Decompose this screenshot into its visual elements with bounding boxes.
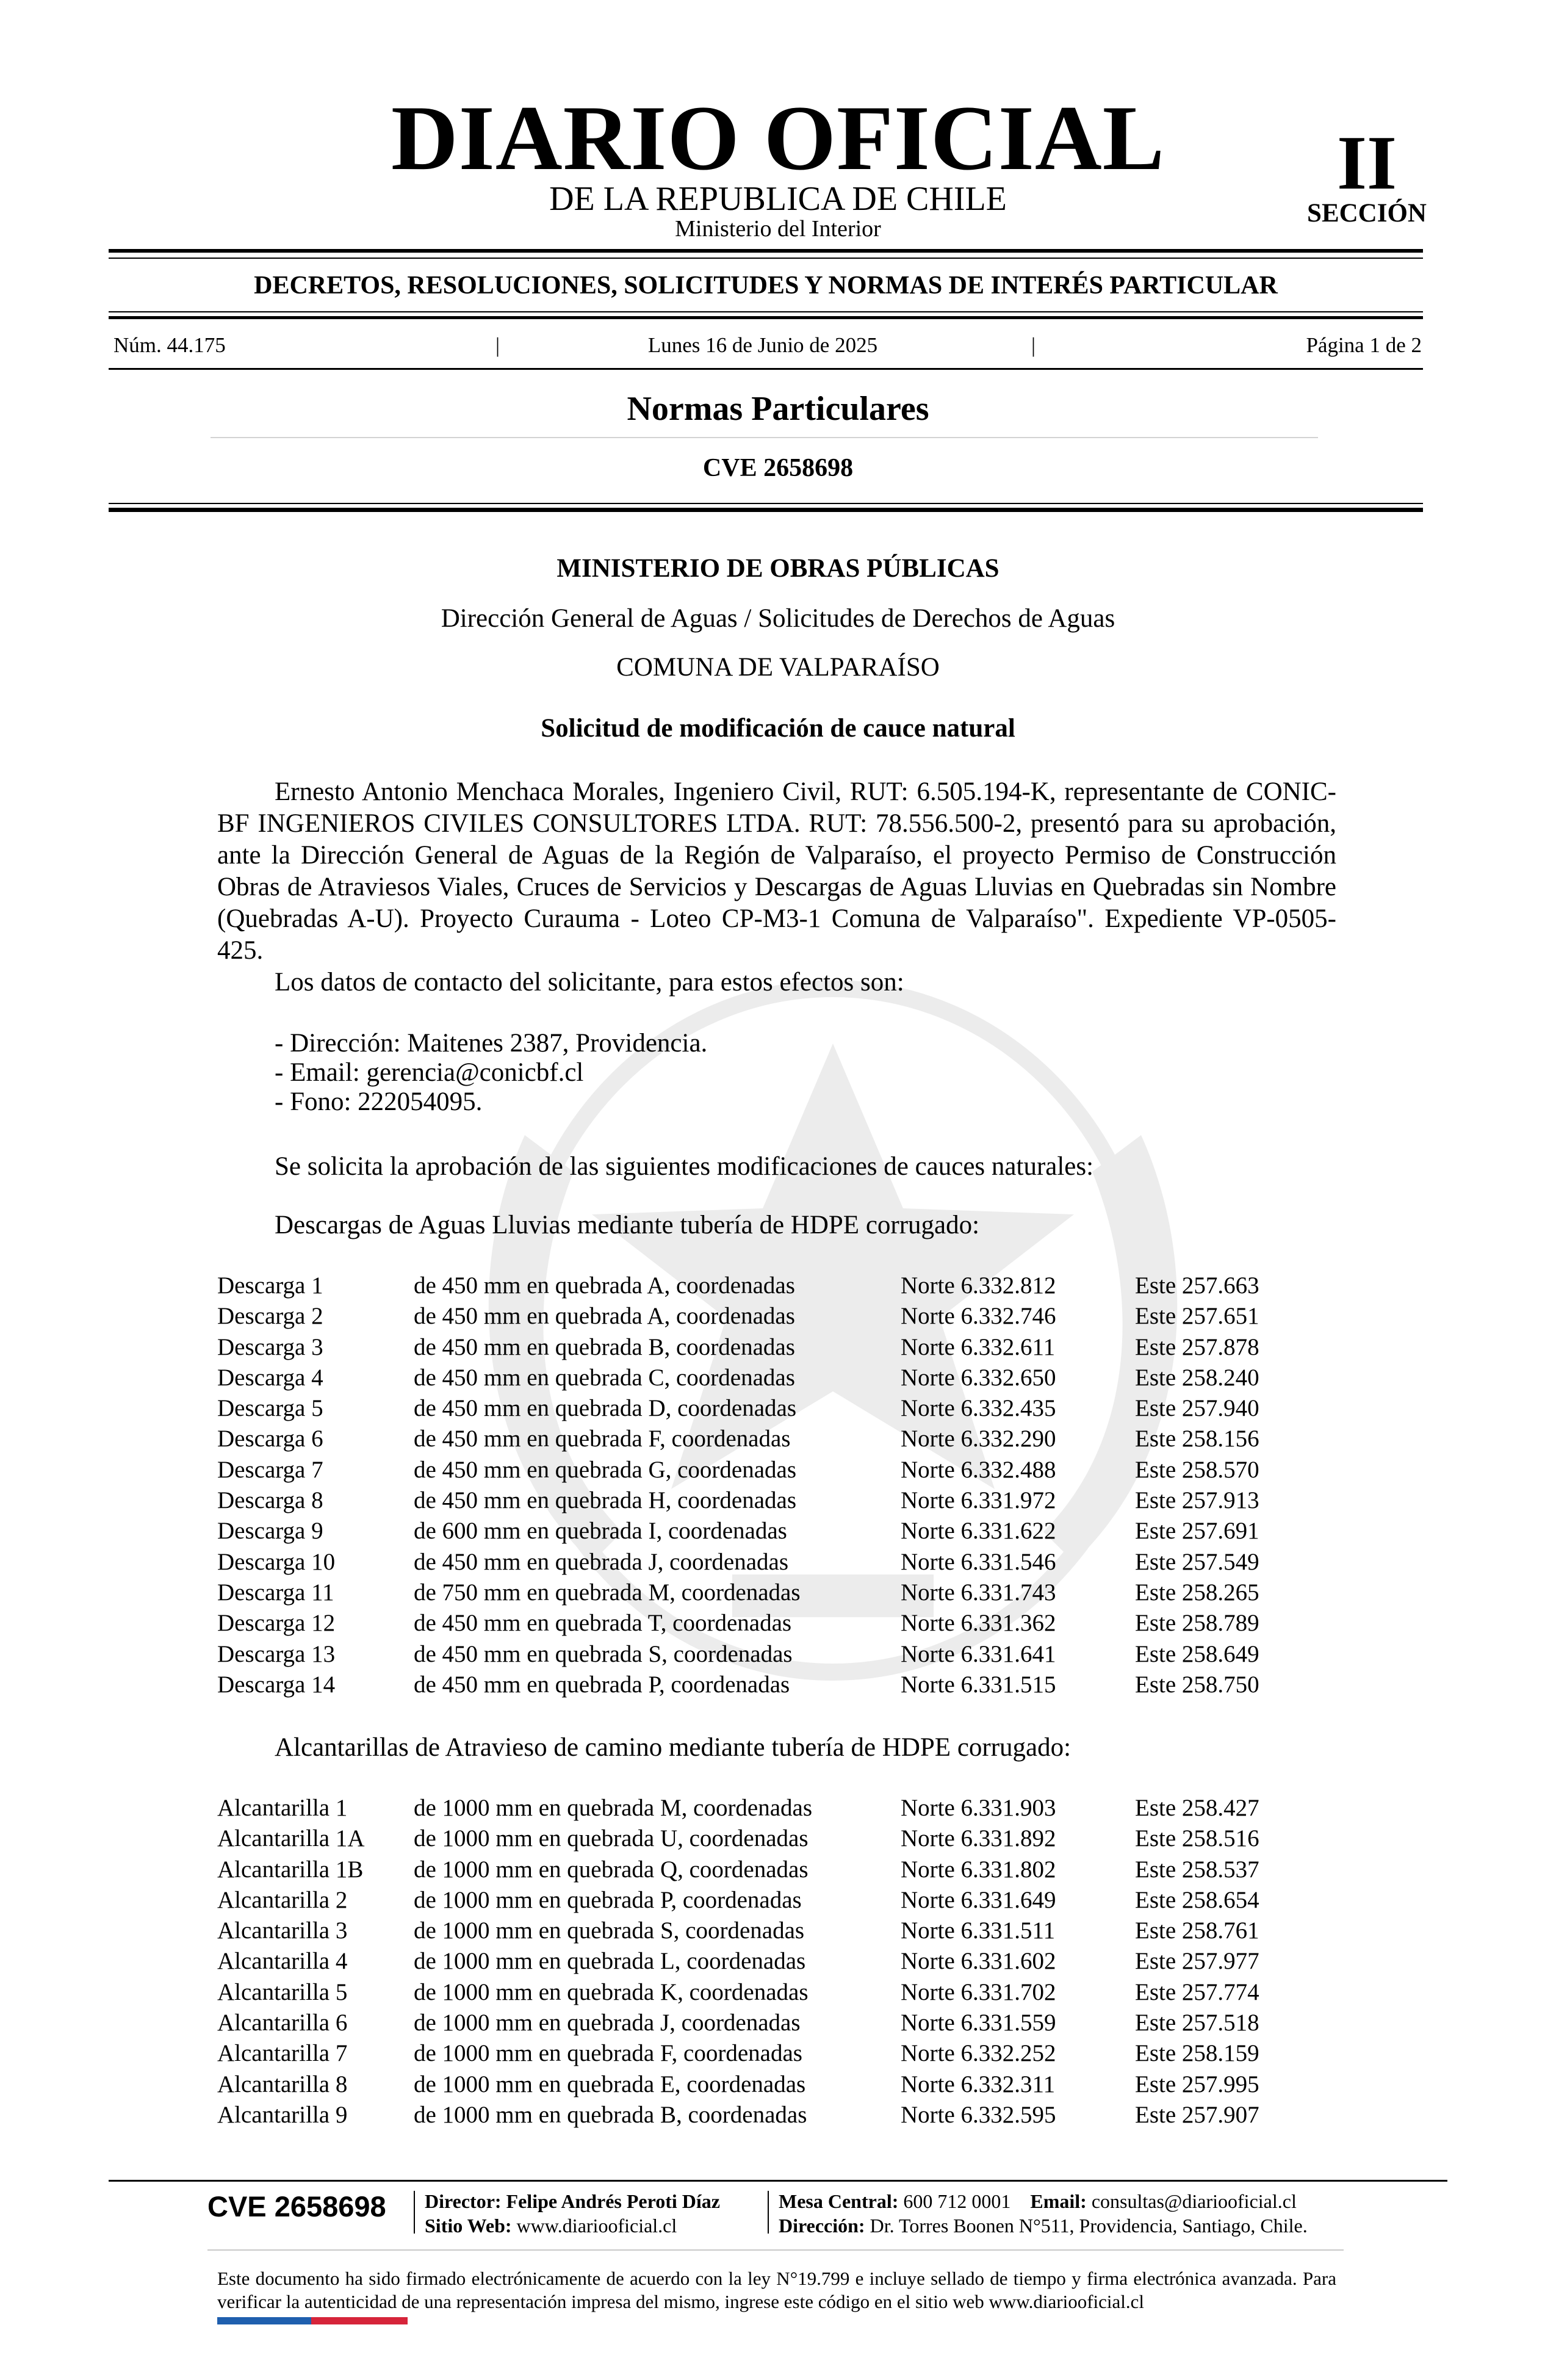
table-row — [217, 1855, 1281, 1885]
item-description: de 1000 mm en quebrada Q, coordenadas — [414, 1856, 809, 1883]
coordinate-north: Norte 6.331.802 — [901, 1856, 1056, 1883]
issue-number: Núm. 44.175 — [113, 333, 226, 357]
issue-rule — [109, 368, 1423, 370]
contact-address: - Dirección: Maitenes 2387, Providencia. — [275, 1029, 708, 1058]
item-description: de 1000 mm en quebrada U, coordenadas — [414, 1825, 809, 1852]
coordinate-east: Este 258.761 — [1135, 1917, 1259, 1944]
coordinate-east: Este 258.537 — [1135, 1856, 1259, 1883]
table-row — [217, 1301, 1281, 1332]
item-description: de 600 mm en quebrada I, coordenadas — [414, 1518, 787, 1545]
coordinate-east: Este 257.663 — [1135, 1272, 1259, 1299]
request-title: Solicitud de modificación de cauce natural — [541, 714, 1015, 743]
coordinate-north: Norte 6.332.595 — [901, 2101, 1056, 2128]
item-label: Alcantarilla 6 — [217, 2010, 348, 2036]
coordinate-north: Norte 6.332.650 — [901, 1364, 1056, 1391]
coordinate-north: Norte 6.331.892 — [901, 1825, 1056, 1852]
coordinate-east: Este 257.518 — [1135, 2010, 1259, 2036]
item-description: de 1000 mm en quebrada S, coordenadas — [414, 1917, 805, 1944]
coordinate-north: Norte 6.332.290 — [901, 1426, 1056, 1452]
item-label: Descarga 7 — [217, 1456, 323, 1483]
item-description: de 1000 mm en quebrada M, coordenadas — [414, 1795, 813, 1821]
table-row — [217, 1977, 1281, 2008]
item-description: de 1000 mm en quebrada B, coordenadas — [414, 2101, 807, 2128]
contact-intro: Los datos de contacto del solicitante, para estos efectos son: — [275, 968, 904, 997]
coordinate-north: Norte 6.331.362 — [901, 1610, 1056, 1637]
coordinate-east: Este 258.789 — [1135, 1610, 1259, 1637]
item-description: de 450 mm en quebrada G, coordenadas — [414, 1456, 797, 1483]
item-description: de 450 mm en quebrada D, coordenadas — [414, 1395, 797, 1422]
culverts-heading: Alcantarillas de Atravieso de camino mediante tubería de HDPE corrugado: — [275, 1733, 1072, 1762]
table-row — [217, 1516, 1281, 1546]
footer-separator-2 — [768, 2191, 769, 2234]
item-description: de 450 mm en quebrada B, coordenadas — [414, 1333, 795, 1360]
coordinate-north: Norte 6.332.746 — [901, 1303, 1056, 1330]
item-description: de 1000 mm en quebrada K, coordenadas — [414, 1978, 809, 2005]
coordinate-east: Este 258.516 — [1135, 1825, 1259, 1852]
address-value: Dr. Torres Boonen N°511, Providencia, Santiago, Chile. — [870, 2215, 1308, 2237]
discharges-table — [217, 1271, 1281, 1700]
table-row — [217, 1547, 1281, 1578]
coordinate-east: Este 258.156 — [1135, 1426, 1259, 1452]
footer-separator-1 — [414, 2191, 415, 2234]
item-label: Alcantarilla 4 — [217, 1948, 348, 1975]
footer-divider — [207, 2249, 1344, 2251]
table-row — [217, 2038, 1281, 2069]
item-label: Descarga 9 — [217, 1518, 323, 1545]
item-label: Descarga 1 — [217, 1272, 323, 1299]
norms-divider — [211, 437, 1318, 438]
mesa-label: Mesa Central: — [779, 2190, 899, 2212]
coordinate-north: Norte 6.332.435 — [901, 1395, 1056, 1422]
table-row — [217, 1823, 1281, 1854]
item-description: de 450 mm en quebrada T, coordenadas — [414, 1610, 792, 1637]
cve-rule-thin — [109, 503, 1423, 504]
coordinate-north: Norte 6.331.972 — [901, 1487, 1056, 1514]
coordinate-east: Este 257.995 — [1135, 2071, 1259, 2097]
item-description: de 450 mm en quebrada A, coordenadas — [414, 1272, 795, 1299]
item-description: de 450 mm en quebrada H, coordenadas — [414, 1487, 797, 1514]
coordinate-east: Este 258.570 — [1135, 1456, 1259, 1483]
coordinate-east: Este 257.940 — [1135, 1395, 1259, 1422]
coordinate-north: Norte 6.331.546 — [901, 1548, 1056, 1575]
newspaper-subtitle: DE LA REPUBLICA DE CHILE — [549, 180, 1007, 218]
body-paragraph: Ernesto Antonio Menchaca Morales, Ingeniero Civil, RUT: 6.505.194-K, representante de CONIC-BF INGENIEROS CIVILES CONSULTORES LTDA. RUT: 78.556.500-2, presentó para su aprobación, ante la Dirección General de Aguas de la Región de Valparaíso, el proyecto Permiso de Construcción Obras de Atraviesos Viales, Cruces de Servicios y Descargas de Aguas Lluvias en Quebradas sin Nombre (Quebradas A-U). Proyecto Curauma - Loteo CP-M3-1 Comuna de Valparaíso". Expediente VP-0505-425. — [217, 777, 1336, 965]
item-label: Descarga 3 — [217, 1333, 323, 1360]
coordinate-north: Norte 6.331.641 — [901, 1640, 1056, 1667]
item-label: Descarga 10 — [217, 1548, 336, 1575]
table-row — [217, 1424, 1281, 1454]
coordinate-north: Norte 6.331.559 — [901, 2010, 1056, 2036]
table-row — [217, 1455, 1281, 1485]
issue-separator-right: | — [1031, 333, 1036, 357]
table-row — [217, 2069, 1281, 2100]
coordinate-east: Este 257.913 — [1135, 1487, 1259, 1514]
cve-code: CVE 2658698 — [702, 454, 854, 482]
table-row — [217, 1578, 1281, 1608]
coordinate-east: Este 258.427 — [1135, 1795, 1259, 1821]
mesa-phone: 600 712 0001 — [903, 2190, 1011, 2212]
coordinate-east: Este 258.265 — [1135, 1579, 1259, 1606]
coordinate-east: Este 257.977 — [1135, 1948, 1259, 1975]
table-row — [217, 1670, 1281, 1700]
item-label: Descarga 5 — [217, 1395, 323, 1422]
email-link[interactable]: consultas@diariooficial.cl — [1091, 2190, 1297, 2212]
item-label: Alcantarilla 3 — [217, 1917, 348, 1944]
section-number: II — [1336, 121, 1397, 206]
item-description: de 450 mm en quebrada F, coordenadas — [414, 1426, 791, 1452]
norms-title: Normas Particulares — [627, 390, 929, 428]
item-description: de 1000 mm en quebrada J, coordenadas — [414, 2010, 801, 2036]
footer-contact — [779, 2190, 1297, 2213]
table-row — [217, 1363, 1281, 1393]
coordinate-north: Norte 6.332.252 — [901, 2040, 1056, 2067]
coordinate-east: Este 257.774 — [1135, 1978, 1259, 2005]
flag-stripe-blue — [217, 2317, 311, 2324]
item-description: de 450 mm en quebrada P, coordenadas — [414, 1671, 790, 1698]
issue-date: Lunes 16 de Junio de 2025 — [647, 333, 878, 357]
top-rule-thick — [109, 249, 1423, 253]
table-row — [217, 1793, 1281, 1823]
item-description: de 450 mm en quebrada C, coordenadas — [414, 1364, 795, 1391]
banner-rule-thin — [109, 311, 1423, 312]
contact-phone: - Fono: 222054095. — [275, 1087, 483, 1116]
coordinate-east: Este 258.654 — [1135, 1886, 1259, 1913]
director-label: Director: — [425, 2190, 502, 2212]
comuna-line: COMUNA DE VALPARAÍSO — [616, 653, 940, 682]
cve-rule-thick — [109, 508, 1423, 512]
item-label: Descarga 8 — [217, 1487, 323, 1514]
item-label: Alcantarilla 1B — [217, 1856, 364, 1883]
item-label: Alcantarilla 1 — [217, 1795, 348, 1821]
item-label: Alcantarilla 9 — [217, 2101, 348, 2128]
item-label: Descarga 12 — [217, 1610, 336, 1637]
table-row — [217, 1885, 1281, 1916]
item-description: de 450 mm en quebrada J, coordenadas — [414, 1548, 789, 1575]
item-label: Descarga 13 — [217, 1640, 336, 1667]
section-banner: DECRETOS, RESOLUCIONES, SOLICITUDES Y NORMAS DE INTERÉS PARTICULAR — [254, 272, 1278, 300]
issue-separator-left: | — [495, 333, 500, 357]
item-label: Descarga 14 — [217, 1671, 336, 1698]
coordinate-north: Norte 6.332.812 — [901, 1272, 1056, 1299]
signature-disclaimer: Este documento ha sido firmado electrónicamente de acuerdo con la ley N°19.799 e incluye sellado de tiempo y firma electrónica avanzada. Para verificar la autenticidad de una representación impresa del mismo, ingrese este código en el sitio web www.diariooficial.cl — [217, 2268, 1336, 2312]
coordinate-east: Este 257.651 — [1135, 1303, 1259, 1330]
contact-email: - Email: gerencia@conicbf.cl — [275, 1058, 584, 1087]
coordinate-east: Este 258.649 — [1135, 1640, 1259, 1667]
banner-rule-thick — [109, 316, 1423, 319]
table-row — [217, 1639, 1281, 1670]
coordinate-north: Norte 6.331.903 — [901, 1795, 1056, 1821]
footer-rule — [109, 2180, 1447, 2182]
coordinate-east: Este 258.750 — [1135, 1671, 1259, 1698]
coordinate-north: Norte 6.331.511 — [901, 1917, 1056, 1944]
table-row — [217, 1332, 1281, 1363]
item-label: Alcantarilla 1A — [217, 1825, 365, 1852]
item-description: de 1000 mm en quebrada P, coordenadas — [414, 1886, 802, 1913]
coordinate-north: Norte 6.331.743 — [901, 1579, 1056, 1606]
item-label: Descarga 11 — [217, 1579, 334, 1606]
ministry-subtitle: Ministerio del Interior — [675, 216, 881, 242]
section-label: SECCIÓN — [1307, 199, 1427, 228]
item-label: Descarga 2 — [217, 1303, 323, 1330]
item-description: de 1000 mm en quebrada E, coordenadas — [414, 2071, 806, 2097]
coordinate-north: Norte 6.331.602 — [901, 1948, 1056, 1975]
table-row — [217, 1946, 1281, 1977]
table-row — [217, 2008, 1281, 2038]
page-indicator: Página 1 de 2 — [1306, 333, 1422, 357]
coordinate-east: Este 258.159 — [1135, 2040, 1259, 2067]
table-row — [217, 1916, 1281, 1946]
item-description: de 750 mm en quebrada M, coordenadas — [414, 1579, 801, 1606]
newspaper-title: DIARIO OFICIAL — [391, 87, 1165, 189]
item-label: Alcantarilla 8 — [217, 2071, 348, 2097]
coordinate-east: Este 258.240 — [1135, 1364, 1259, 1391]
table-row — [217, 2100, 1281, 2130]
item-label: Descarga 6 — [217, 1426, 323, 1452]
item-description: de 1000 mm en quebrada F, coordenadas — [414, 2040, 802, 2067]
coordinate-east: Este 257.691 — [1135, 1518, 1259, 1545]
item-description: de 450 mm en quebrada S, coordenadas — [414, 1640, 793, 1667]
table-row — [217, 1393, 1281, 1424]
email-label: Email: — [1030, 2190, 1087, 2212]
footer-cve: CVE 2658698 — [207, 2190, 386, 2223]
item-description: de 1000 mm en quebrada L, coordenadas — [414, 1948, 806, 1975]
table-row — [217, 1271, 1281, 1301]
website-link[interactable]: www.diariooficial.cl — [516, 2215, 677, 2237]
item-label: Alcantarilla 2 — [217, 1886, 348, 1913]
coordinate-north: Norte 6.331.649 — [901, 1886, 1056, 1913]
footer-address — [779, 2214, 1308, 2237]
flag-stripe-red — [311, 2317, 408, 2324]
coordinate-north: Norte 6.331.515 — [901, 1671, 1056, 1698]
top-rule-thin — [109, 258, 1423, 259]
coordinate-north: Norte 6.332.488 — [901, 1456, 1056, 1483]
request-intro: Se solicita la aprobación de las siguientes modificaciones de cauces naturales: — [275, 1152, 1094, 1181]
footer-website — [425, 2214, 677, 2237]
ministry-heading: MINISTERIO DE OBRAS PÚBLICAS — [556, 554, 1000, 583]
discharges-heading: Descargas de Aguas Lluvias mediante tubería de HDPE corrugado: — [275, 1211, 980, 1239]
coordinate-east: Este 257.907 — [1135, 2101, 1259, 2128]
website-label: Sitio Web: — [425, 2215, 512, 2237]
item-label: Descarga 4 — [217, 1364, 323, 1391]
coordinate-north: Norte 6.332.311 — [901, 2071, 1056, 2097]
coordinate-north: Norte 6.331.702 — [901, 1978, 1056, 2005]
item-description: de 450 mm en quebrada A, coordenadas — [414, 1303, 795, 1330]
coordinate-north: Norte 6.332.611 — [901, 1333, 1056, 1360]
culverts-table — [217, 1793, 1281, 2130]
director-name: Felipe Andrés Peroti Díaz — [506, 2190, 720, 2212]
coordinate-east: Este 257.878 — [1135, 1333, 1259, 1360]
table-row — [217, 1485, 1281, 1516]
coordinate-north: Norte 6.331.622 — [901, 1518, 1056, 1545]
address-label: Dirección: — [779, 2215, 865, 2237]
direction-line: Dirección General de Aguas / Solicitudes de Derechos de Aguas — [441, 604, 1115, 633]
footer-director — [425, 2190, 720, 2213]
item-label: Alcantarilla 7 — [217, 2040, 348, 2067]
table-row — [217, 1608, 1281, 1639]
item-label: Alcantarilla 5 — [217, 1978, 348, 2005]
coordinate-east: Este 257.549 — [1135, 1548, 1259, 1575]
